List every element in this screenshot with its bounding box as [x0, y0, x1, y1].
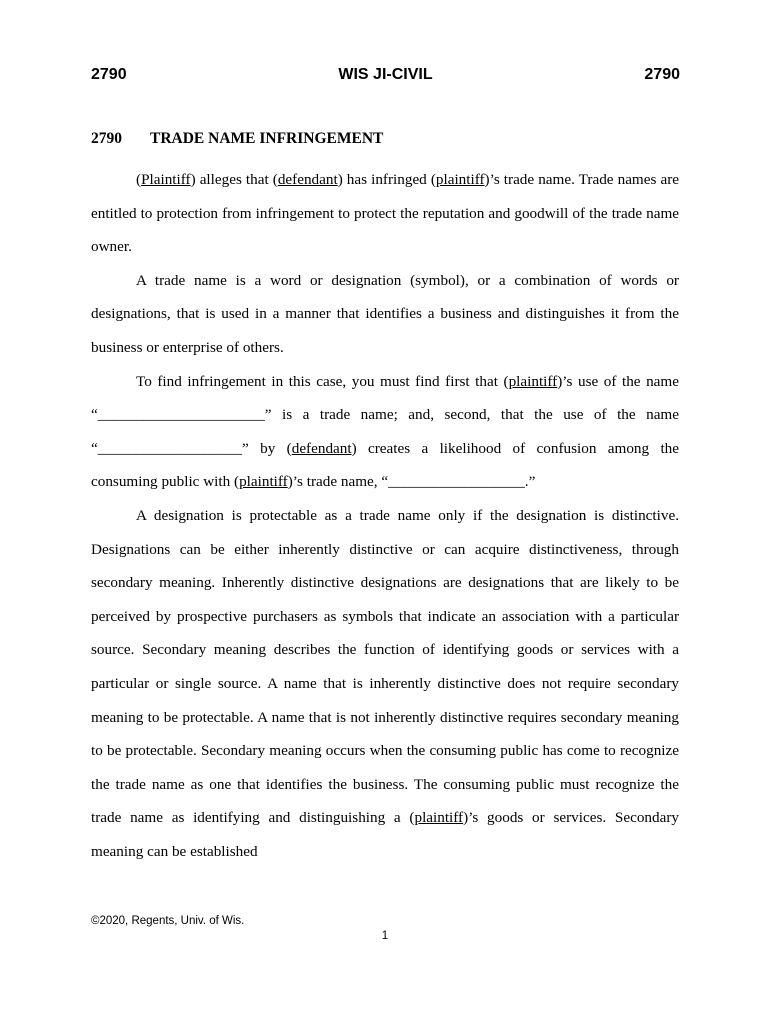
header-instruction-number-right: 2790: [644, 66, 680, 83]
paragraph-2: [91, 264, 679, 365]
paragraph-text: ’s trade name. Trade names are entitled to protection from infringement to protect the reputation and goodwill of the trade name owner.: [91, 171, 679, 256]
header-instruction-number-left: 2790: [91, 66, 127, 83]
paragraph-text: alleges that: [195, 171, 273, 188]
paragraph-1: (Plaintiff) alleges that (defendant) has infringed (plaintiff)’s trade name. Trade names are entitled to protection from infringement to protect the reputation and goodwill of the trade name owner.: [91, 171, 679, 256]
placeholder-plaintiff: plaintiff: [239, 473, 288, 491]
placeholder-defendant: defendant: [291, 439, 352, 457]
paragraph-4: A designation is protectable as a trade name only if the designation is distinctive. Designations can be either inherently distinctive or can acquire distinctiveness, through secondary meaning. Inherently distinctive designations are designations that are likely to be perceived by prospective purchasers as symbols that indicate an association with a particular source. Secondary meaning describes the function of identifying goods or services with a particular or single source. A name that is inherently distinctive does not require secondary meaning to be protectable. A name that is not inherently distinctive requires secondary meaning to be protectable. Secondary meaning occurs when the consuming public has come to recognize the trade name as one that identifies the business. The consuming public must recognize the trade name as identifying and distinguishing a (plaintiff)’s goods or services. Secondary meaning can be established: [91, 506, 679, 860]
paragraph-text: ’s trade name, “__________________.”: [292, 473, 536, 491]
placeholder-defendant: defendant: [277, 171, 338, 188]
placeholder-plaintiff: plaintiff: [508, 372, 558, 390]
paragraph-text: has infringed: [342, 171, 431, 188]
page-number: 1: [381, 930, 389, 942]
section-number: 2790: [91, 130, 122, 147]
section-heading: [91, 130, 680, 148]
placeholder-plaintiff: Plaintiff: [141, 171, 191, 188]
placeholder-plaintiff: plaintiff: [435, 171, 485, 188]
copyright-notice: ©2020, Regents, Univ. of Wis.: [91, 915, 245, 927]
instruction-body: [91, 163, 679, 868]
page-header: [91, 66, 680, 90]
placeholder-plaintiff: plaintiff: [414, 809, 464, 827]
paragraph-text: ’s goods or services. Secondary meaning can be established: [91, 809, 679, 860]
paragraph-text: creates a likelihood of confusion among the consuming public with: [91, 439, 680, 491]
paragraph-text: To find infringement in this case, you must find first that: [136, 372, 504, 390]
paragraph-text: ’s use of the name “______________________” is a trade name; and, second, that the use of the name “___________________” by: [91, 372, 679, 457]
header-title: WIS JI-CIVIL: [338, 66, 433, 83]
paragraph-text: A trade name is a word or designation (symbol), or a combination of words or designations, that is used in a manner that identifies a business and distinguishes it from the business or enterprise of others.: [91, 271, 679, 356]
paragraph-3: To find infringement in this case, you must find first that (plaintiff)’s use of the name “______________________” is a trade name; and, second, that the use of the name “___________________” by (defendant) creates a likelihood of confusion among the consuming public with (plaintiff)’s trade name, “__________________.”: [91, 372, 680, 491]
section-title: TRADE NAME INFRINGEMENT: [150, 130, 384, 147]
paragraph-text: A designation is protectable as a trade name only if the designation is distinctive. Designations can be either inherently distinctive or can acquire distinctiveness, through secondary meaning. Inherently distinctive designations are designations that are likely to be perceived by prospective purchasers as symbols that indicate an association with a particular source. Secondary meaning describes the function of identifying goods or services with a particular or single source. A name that is inherently distinctive does not require secondary meaning to be protectable. A name that is not inherently distinctive requires secondary meaning to be protectable. Secondary meaning occurs when the consuming public has come to recognize the trade name as one that identifies the business. The consuming public must recognize the trade name as identifying and distinguishing a: [91, 506, 679, 827]
